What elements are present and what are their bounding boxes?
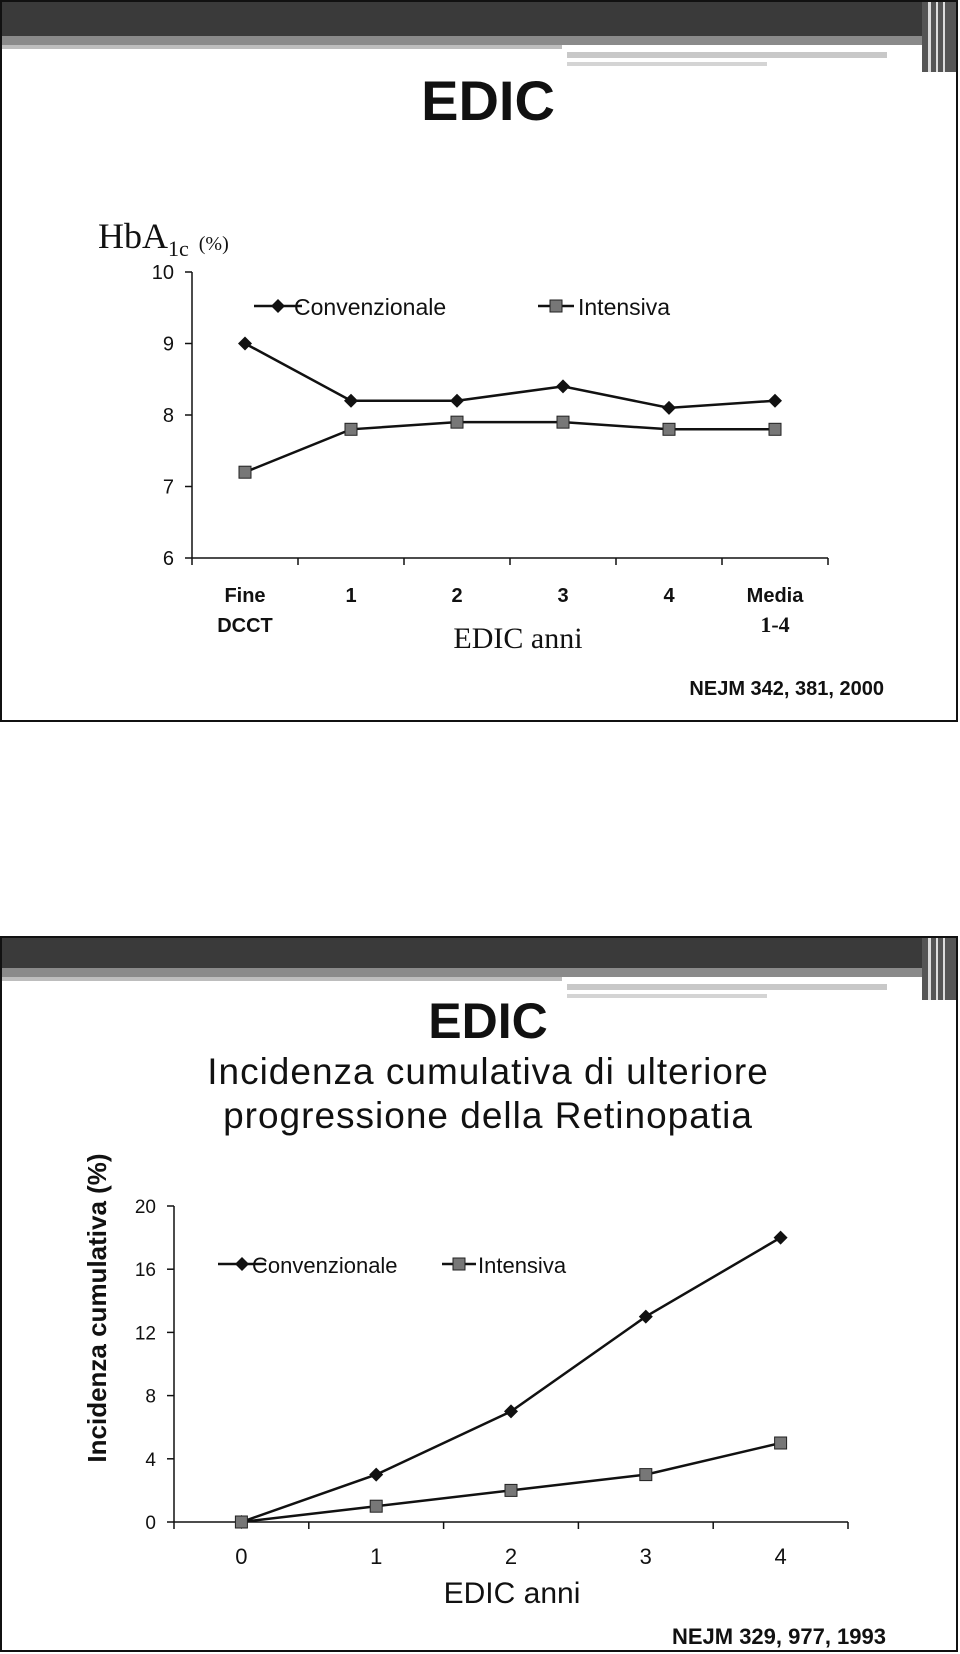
header-decoration — [2, 938, 956, 1000]
data-point-intensiva — [370, 1500, 382, 1512]
x-tick-label: Fine — [224, 585, 266, 607]
series-line-convenzionale — [245, 344, 775, 408]
data-point-intensiva — [775, 1437, 787, 1449]
legend — [218, 1253, 567, 1278]
x-tick-label: 1 — [345, 585, 357, 607]
legend-entry-convenzionale — [254, 294, 446, 320]
data-point-convenzionale — [238, 337, 252, 351]
data-point-intensiva — [239, 466, 251, 478]
x-tick-label: 0 — [235, 1544, 248, 1569]
data-point-convenzionale — [369, 1468, 383, 1482]
slide-title: EDIC — [421, 69, 555, 132]
legend-label-intensiva: Intensiva — [578, 294, 671, 320]
y-tick-label: 8 — [145, 1386, 156, 1408]
series-line-intensiva — [245, 422, 775, 472]
plot-series — [238, 337, 782, 479]
data-point-convenzionale — [344, 394, 358, 408]
y-axis-title-main: HbA — [98, 216, 168, 256]
slide-hba1c-canvas — [2, 2, 956, 720]
slide-retinopathy — [0, 936, 958, 1652]
data-point-intensiva — [663, 423, 675, 435]
data-point-convenzionale — [450, 394, 464, 408]
x-tick-label: 4 — [663, 585, 675, 607]
x-tick-label: 3 — [639, 1544, 652, 1569]
y-axis-title — [98, 216, 229, 261]
header-decoration — [2, 2, 956, 72]
x-tick-label: 1 — [370, 1544, 383, 1569]
square-marker-icon — [550, 300, 562, 312]
x-tick-label: DCCT — [217, 615, 273, 637]
y-tick-label: 6 — [162, 548, 174, 570]
slide-retinopathy-canvas — [2, 938, 956, 1650]
x-tick-label: 1-4 — [760, 612, 790, 637]
y-axis-title-unit: (%) — [198, 233, 229, 255]
data-point-intensiva — [345, 423, 357, 435]
x-tick-label: 3 — [557, 585, 569, 607]
citation: NEJM 342, 381, 2000 — [689, 678, 884, 700]
y-axis-title: Incidenza cumulativa (%) — [82, 1153, 112, 1463]
x-tick-labels — [235, 1544, 786, 1569]
y-tick-label: 10 — [151, 262, 174, 284]
data-point-intensiva — [557, 416, 569, 428]
legend-entry-intensiva — [538, 294, 670, 320]
slide-hba1c — [0, 0, 958, 722]
y-tick-label: 16 — [134, 1260, 156, 1282]
data-point-intensiva — [235, 1516, 247, 1528]
data-point-intensiva — [451, 416, 463, 428]
x-tick-label: Media — [746, 585, 804, 607]
data-point-intensiva — [640, 1469, 652, 1481]
y-tick-label: 0 — [145, 1513, 156, 1534]
y-tick-label: 7 — [162, 476, 174, 499]
data-point-intensiva — [769, 423, 781, 435]
y-tick-label: 4 — [145, 1449, 156, 1471]
x-axis-title: EDIC anni — [453, 622, 583, 655]
diamond-marker-icon — [271, 299, 285, 313]
series-line-intensiva — [241, 1443, 780, 1522]
y-tick-label: 9 — [162, 333, 174, 356]
series-line-convenzionale — [241, 1238, 780, 1522]
slide-subtitle-line1: Incidenza cumulativa di ulteriore — [207, 1051, 769, 1092]
legend-entry-intensiva — [442, 1253, 567, 1278]
square-marker-icon — [453, 1258, 465, 1270]
x-tick-label: 4 — [774, 1544, 787, 1569]
data-point-convenzionale — [774, 1231, 788, 1245]
data-point-convenzionale — [768, 394, 782, 408]
x-tick-label: 2 — [451, 585, 463, 607]
legend-label-convenzionale: Convenzionale — [252, 1253, 398, 1278]
legend-label-convenzionale: Convenzionale — [294, 294, 447, 320]
x-tick-label: 2 — [504, 1544, 518, 1569]
x-tick-marks — [192, 558, 828, 565]
y-tick-labels — [152, 262, 192, 570]
y-tick-label: 8 — [162, 405, 174, 427]
data-point-intensiva — [505, 1484, 517, 1496]
legend — [254, 294, 670, 320]
x-axis-title: EDIC anni — [443, 1577, 581, 1610]
y-tick-labels — [135, 1197, 174, 1534]
x-tick-marks — [174, 1522, 848, 1529]
diamond-marker-icon — [235, 1257, 249, 1271]
legend-label-intensiva: Intensiva — [478, 1253, 567, 1278]
slide-title: EDIC — [428, 993, 548, 1049]
data-point-convenzionale — [662, 401, 676, 415]
slide-subtitle-line2: progressione della Retinopatia — [223, 1095, 753, 1136]
legend-entry-convenzionale — [218, 1253, 398, 1278]
y-tick-label: 20 — [134, 1197, 156, 1218]
citation: NEJM 329, 977, 1993 — [671, 1624, 886, 1649]
y-axis-title-sub: 1c — [168, 236, 189, 261]
data-point-convenzionale — [556, 379, 570, 393]
y-tick-label: 12 — [134, 1323, 156, 1345]
